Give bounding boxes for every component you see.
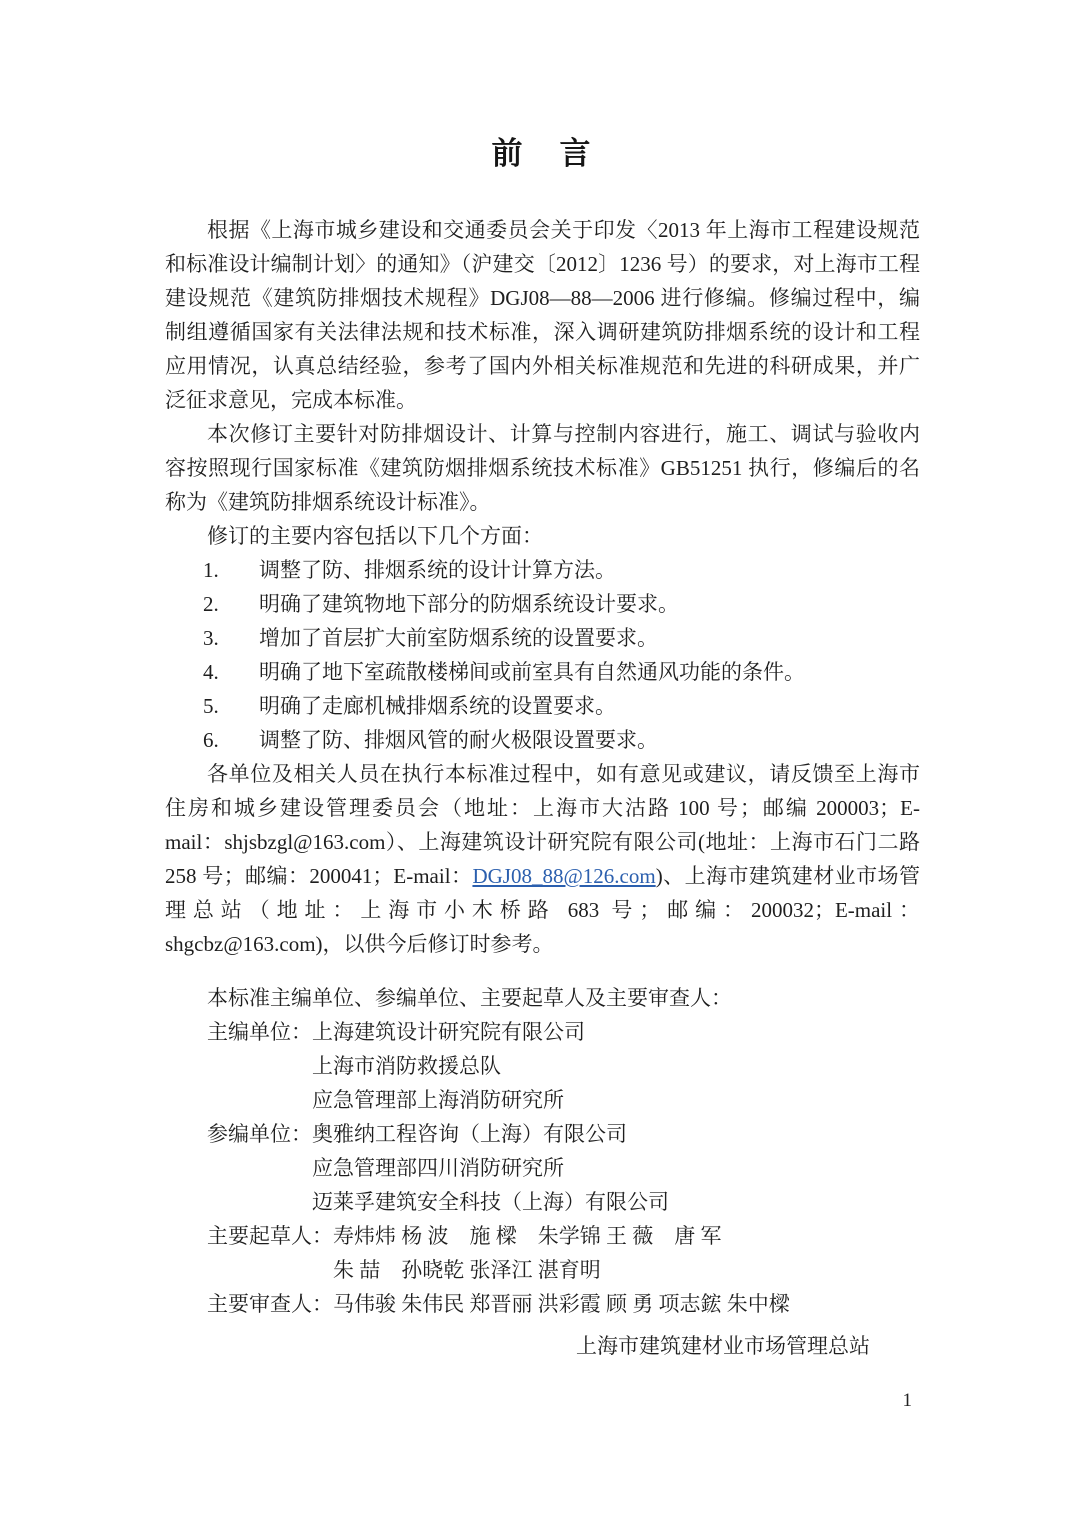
- revision-list-intro: 修订的主要内容包括以下几个方面：: [207, 524, 543, 548]
- credit-row-participating-unit: [165, 1117, 920, 1151]
- credit-row-drafters: [165, 1219, 920, 1253]
- credit-label: 主编单位：: [207, 1020, 312, 1044]
- credit-value: 奥雅纳工程咨询（上海）有限公司: [312, 1122, 627, 1146]
- credit-label: 主要起草人：: [207, 1224, 333, 1248]
- email-link[interactable]: DGJ08_88@126.com: [472, 864, 656, 888]
- revision-item-number: 3.: [203, 626, 219, 650]
- revision-item-text: 增加了首层扩大前室防烟系统的设置要求。: [259, 626, 658, 650]
- credit-value: 应急管理部四川消防研究所: [312, 1156, 564, 1180]
- revision-item-number: 2.: [203, 592, 219, 616]
- credit-value: 迈莱孚建筑安全科技（上海）有限公司: [312, 1190, 669, 1214]
- feedback-paragraph: [165, 757, 920, 961]
- credit-row-reviewers: [165, 1287, 920, 1321]
- revision-item-5: [165, 689, 920, 723]
- credit-row-drafters-2: [165, 1253, 920, 1287]
- credit-row-chief-unit-3: [165, 1083, 920, 1117]
- revision-item-text: 调整了防、排烟系统的设计计算方法。: [259, 558, 616, 582]
- revision-list: [165, 553, 920, 757]
- revision-item-2: [165, 587, 920, 621]
- feedback-text-before: 各单位及相关人员在执行本标准过程中，如有意见或建议，请反馈至上海市住房和城乡建设管理委员会（地址：上海市大沽路 100 号；邮编 200003；E-mail：shjsbzgl@163.com）、上海建筑设计研究院有限公司(地址：上海市石门二路 258 号；邮编：200041；E-mail：: [165, 762, 920, 888]
- revision-item-6: [165, 723, 920, 757]
- revision-item-text: 明确了建筑物地下部分的防烟系统设计要求。: [259, 592, 679, 616]
- paragraph-basis: 根据《上海市城乡建设和交通委员会关于印发〈2013 年上海市工程建设规范和标准设计编制计划〉的通知》（沪建交〔2012〕1236 号）的要求，对上海市工程建设规范《建筑防排烟技术规程》DGJ08—88—2006 进行修编。修编过程中，编制组遵循国家有关法律法规和技术标准，深入调研建筑防排烟系统的设计和工程应用情况，认真总结经验，参考了国内外相关标准规范和先进的科研成果，并广泛征求意见，完成本标准。: [165, 218, 920, 412]
- revision-item-3: [165, 621, 920, 655]
- revision-item-number: 1.: [203, 558, 219, 582]
- revision-item-text: 明确了走廊机械排烟系统的设置要求。: [259, 694, 616, 718]
- credit-label: 参编单位：: [207, 1122, 312, 1146]
- credit-value: 马伟骏 朱伟民 郑晋丽 洪彩霞 顾 勇 项志鋐 朱中樑: [333, 1292, 790, 1316]
- revision-item-4: [165, 655, 920, 689]
- page-title: 前 言: [491, 136, 594, 171]
- page-number: 1: [902, 1390, 912, 1411]
- revision-item-number: 4.: [203, 660, 219, 684]
- credit-value: 上海市消防救援总队: [312, 1054, 501, 1078]
- credit-value: 朱 喆 孙晓乾 张泽江 湛育明: [333, 1258, 601, 1282]
- credit-value: 寿炜炜 杨 波 施 樑 朱学锦 王 薇 唐 军: [333, 1224, 722, 1248]
- revision-item-1: [165, 553, 920, 587]
- paragraph-revision-scope: 本次修订主要针对防排烟设计、计算与控制内容进行，施工、调试与验收内容按照现行国家标准《建筑防烟排烟系统技术标准》GB51251 执行，修编后的名称为《建筑防排烟系统设计标准》。: [165, 422, 920, 514]
- credit-value: 应急管理部上海消防研究所: [312, 1088, 564, 1112]
- revision-item-number: 6.: [203, 728, 219, 752]
- signature: 上海市建筑建材业市场管理总站: [576, 1334, 870, 1358]
- credit-label: 主要审查人：: [207, 1292, 333, 1316]
- credits-section: [165, 981, 920, 1363]
- revision-item-text: 调整了防、排烟风管的耐火极限设置要求。: [259, 728, 658, 752]
- revision-item-text: 明确了地下室疏散楼梯间或前室具有自然通风功能的条件。: [259, 660, 805, 684]
- credit-row-participating-unit-2: [165, 1151, 920, 1185]
- credit-row-chief-unit-2: [165, 1049, 920, 1083]
- credits-intro: 本标准主编单位、参编单位、主要起草人及主要审查人：: [207, 986, 732, 1010]
- feedback-text-after: )、上海市建筑建材业市场管理总站（地址：上海市小木桥路 683 号；邮编：200032；E-mail：shgcbz@163.com)，以供今后修订时参考。: [165, 864, 920, 956]
- credit-row-participating-unit-3: [165, 1185, 920, 1219]
- credit-value: 上海建筑设计研究院有限公司: [312, 1020, 585, 1044]
- credit-row-chief-unit: [165, 1015, 920, 1049]
- revision-item-number: 5.: [203, 694, 219, 718]
